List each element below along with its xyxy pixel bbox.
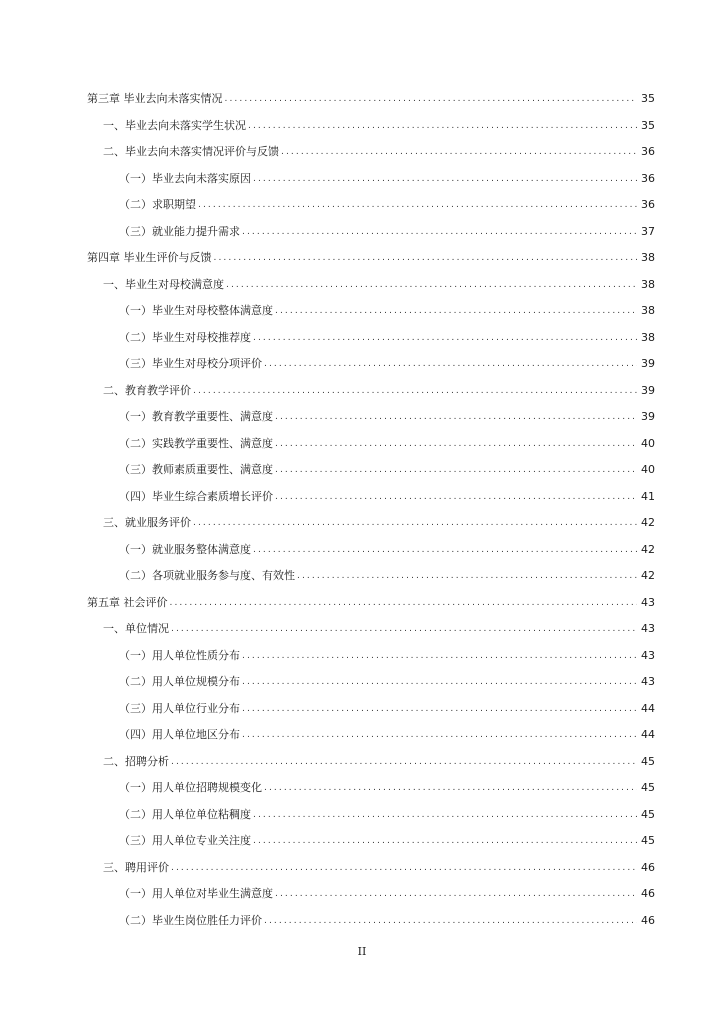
toc-dot-leader — [264, 357, 637, 371]
toc-subsection-entry[interactable] — [87, 696, 655, 723]
toc-dot-leader — [253, 808, 637, 822]
toc-entry-page-number: 44 — [641, 728, 655, 742]
toc-section-entry[interactable] — [87, 510, 655, 537]
toc-entry-label: 第四章 毕业生评价与反馈 — [87, 251, 212, 265]
toc-entry-label: （一）用人单位性质分布 — [119, 648, 240, 662]
toc-dot-leader — [253, 331, 637, 345]
toc-entry-page-number: 42 — [641, 542, 655, 556]
toc-entry-label: 二、招聘分析 — [103, 754, 169, 768]
toc-subsection-entry[interactable] — [87, 669, 655, 696]
toc-subsection-entry[interactable] — [87, 166, 655, 193]
toc-subsection-entry[interactable] — [87, 828, 655, 855]
toc-entry-label: （三）用人单位专业关注度 — [119, 834, 251, 848]
toc-entry-label: （二）毕业生岗位胜任力评价 — [119, 913, 262, 927]
toc-subsection-entry[interactable] — [87, 404, 655, 431]
toc-subsection-entry[interactable] — [87, 722, 655, 749]
toc-subsection-entry[interactable] — [87, 351, 655, 378]
toc-entry-label: （四）毕业生综合素质增长评价 — [119, 489, 273, 503]
toc-entry-page-number: 38 — [641, 304, 655, 318]
toc-entry-label: （三）毕业生对母校分项评价 — [119, 357, 262, 371]
toc-entry-page-number: 36 — [641, 198, 655, 212]
toc-subsection-entry[interactable] — [87, 192, 655, 219]
toc-entry-page-number: 46 — [641, 860, 655, 874]
toc-subsection-entry[interactable] — [87, 643, 655, 670]
toc-entry-label: 二、毕业去向未落实情况评价与反馈 — [103, 145, 279, 159]
toc-chapter-entry[interactable] — [87, 245, 655, 272]
toc-subsection-entry[interactable] — [87, 484, 655, 511]
toc-entry-label: （二）毕业生对母校推荐度 — [119, 330, 251, 344]
toc-dot-leader — [275, 463, 637, 477]
toc-subsection-entry[interactable] — [87, 537, 655, 564]
toc-entry-label: （一）毕业生对母校整体满意度 — [119, 304, 273, 318]
toc-subsection-entry[interactable] — [87, 908, 655, 935]
toc-dot-leader — [253, 834, 637, 848]
toc-subsection-entry[interactable] — [87, 881, 655, 908]
toc-entry-label: 第五章 社会评价 — [87, 595, 168, 609]
toc-entry-page-number: 43 — [641, 675, 655, 689]
toc-dot-leader — [242, 728, 637, 742]
toc-dot-leader — [214, 251, 638, 265]
toc-dot-leader — [242, 675, 637, 689]
toc-dot-leader — [198, 198, 637, 212]
toc-entry-page-number: 41 — [641, 489, 655, 503]
toc-entry-page-number: 39 — [641, 383, 655, 397]
toc-entry-label: （二）求职期望 — [119, 198, 196, 212]
toc-dot-leader — [297, 569, 637, 583]
toc-entry-label: 三、聘用评价 — [103, 860, 169, 874]
toc-subsection-entry[interactable] — [87, 431, 655, 458]
toc-entry-label: 一、毕业生对母校满意度 — [103, 277, 224, 291]
toc-entry-label: （一）毕业去向未落实原因 — [119, 171, 251, 185]
toc-section-entry[interactable] — [87, 616, 655, 643]
toc-dot-leader — [253, 543, 637, 557]
toc-subsection-entry[interactable] — [87, 563, 655, 590]
toc-entry-label: （三）教师素质重要性、满意度 — [119, 463, 273, 477]
toc-dot-leader — [226, 278, 637, 292]
toc-subsection-entry[interactable] — [87, 457, 655, 484]
toc-dot-leader — [275, 490, 637, 504]
toc-chapter-entry[interactable] — [87, 590, 655, 617]
toc-entry-page-number: 36 — [641, 171, 655, 185]
toc-entry-label: （一）用人单位对毕业生满意度 — [119, 887, 273, 901]
toc-entry-label: （四）用人单位地区分布 — [119, 728, 240, 742]
toc-dot-leader — [171, 861, 637, 875]
toc-dot-leader — [275, 887, 637, 901]
toc-entry-page-number: 45 — [641, 781, 655, 795]
toc-entry-label: （一）教育教学重要性、满意度 — [119, 410, 273, 424]
toc-entry-page-number: 35 — [641, 92, 655, 106]
toc-entry-page-number: 38 — [641, 277, 655, 291]
toc-entry-label: （二）实践教学重要性、满意度 — [119, 436, 273, 450]
toc-entry-page-number: 37 — [641, 224, 655, 238]
toc-dot-leader — [248, 119, 637, 133]
toc-dot-leader — [171, 622, 637, 636]
toc-entry-page-number: 38 — [641, 330, 655, 344]
toc-entry-label: （二）各项就业服务参与度、有效性 — [119, 569, 295, 583]
toc-entry-label: （二）用人单位单位粘稠度 — [119, 807, 251, 821]
toc-entry-page-number: 40 — [641, 436, 655, 450]
toc-entry-page-number: 38 — [641, 251, 655, 265]
toc-entry-page-number: 39 — [641, 357, 655, 371]
toc-dot-leader — [281, 145, 637, 159]
toc-dot-leader — [275, 304, 637, 318]
toc-entry-label: 一、毕业去向未落实学生状况 — [103, 118, 246, 132]
toc-dot-leader — [275, 410, 637, 424]
toc-entry-label: （一）就业服务整体满意度 — [119, 542, 251, 556]
toc-entry-label: 二、教育教学评价 — [103, 383, 191, 397]
toc-dot-leader — [242, 649, 637, 663]
toc-entry-page-number: 44 — [641, 701, 655, 715]
toc-entry-page-number: 45 — [641, 807, 655, 821]
table-of-contents — [87, 86, 655, 934]
toc-entry-page-number: 45 — [641, 834, 655, 848]
toc-chapter-entry[interactable] — [87, 86, 655, 113]
toc-entry-page-number: 36 — [641, 145, 655, 159]
toc-section-entry[interactable] — [87, 749, 655, 776]
toc-section-entry[interactable] — [87, 855, 655, 882]
toc-subsection-entry[interactable] — [87, 219, 655, 246]
toc-dot-leader — [253, 172, 637, 186]
toc-entry-page-number: 42 — [641, 569, 655, 583]
toc-section-entry[interactable] — [87, 378, 655, 405]
toc-entry-page-number: 43 — [641, 622, 655, 636]
toc-entry-page-number: 46 — [641, 913, 655, 927]
toc-dot-leader — [275, 437, 637, 451]
toc-dot-leader — [193, 384, 637, 398]
toc-entry-label: 一、单位情况 — [103, 622, 169, 636]
toc-entry-page-number: 43 — [641, 648, 655, 662]
toc-entry-page-number: 42 — [641, 516, 655, 530]
toc-section-entry[interactable] — [87, 272, 655, 299]
toc-subsection-entry[interactable] — [87, 298, 655, 325]
toc-dot-leader — [242, 225, 637, 239]
toc-subsection-entry[interactable] — [87, 802, 655, 829]
toc-entry-label: 三、就业服务评价 — [103, 516, 191, 530]
toc-entry-page-number: 46 — [641, 887, 655, 901]
toc-dot-leader — [242, 702, 637, 716]
toc-entry-page-number: 40 — [641, 463, 655, 477]
toc-subsection-entry[interactable] — [87, 775, 655, 802]
toc-entry-page-number: 35 — [641, 118, 655, 132]
page-number-footer: II — [357, 945, 367, 958]
toc-dot-leader — [170, 596, 638, 610]
toc-dot-leader — [193, 516, 637, 530]
toc-entry-page-number: 43 — [641, 595, 655, 609]
toc-subsection-entry[interactable] — [87, 325, 655, 352]
toc-entry-label: （一）用人单位招聘规模变化 — [119, 781, 262, 795]
toc-dot-leader — [225, 92, 638, 106]
toc-entry-label: （三）就业能力提升需求 — [119, 224, 240, 238]
toc-section-entry[interactable] — [87, 113, 655, 140]
toc-entry-page-number: 45 — [641, 754, 655, 768]
toc-dot-leader — [264, 781, 637, 795]
toc-entry-page-number: 39 — [641, 410, 655, 424]
toc-entry-label: 第三章 毕业去向未落实情况 — [87, 92, 223, 106]
toc-dot-leader — [264, 914, 637, 928]
toc-entry-label: （三）用人单位行业分布 — [119, 701, 240, 715]
toc-entry-label: （二）用人单位规模分布 — [119, 675, 240, 689]
toc-dot-leader — [171, 755, 637, 769]
toc-section-entry[interactable] — [87, 139, 655, 166]
